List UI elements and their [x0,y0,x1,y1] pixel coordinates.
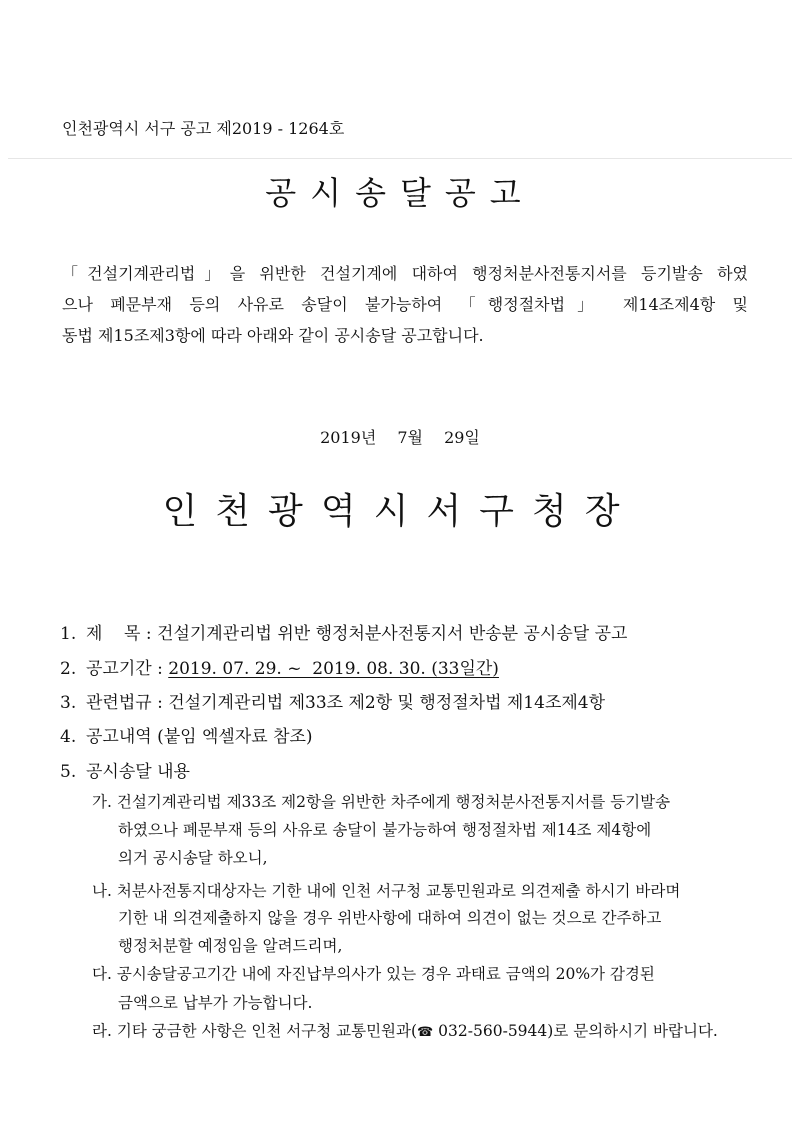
item-value: 건설기계관리법 제33조 제2항 및 행정절차법 제14조제4항 [168,693,606,713]
item-label: 공시송달 내용 [86,762,190,782]
item-law [60,688,605,713]
item-subject [60,619,627,644]
notice-number: 인천광역시 서구 공고 제2019 - 1264호 [62,119,345,138]
content-line: 금액으로 납부가 가능합니다. [118,994,313,1012]
item-number: 3. [60,693,77,713]
item-separator: : [151,659,169,679]
content-marker: 라. [92,1022,112,1040]
intro-paragraph [62,258,748,351]
content-line: 공시송달공고기간 내에 자진납부의사가 있는 경우 과태료 금액의 20%가 감경된 [116,965,655,983]
document-title: 공시송달공고 [265,174,535,212]
content-marker: 가. [92,793,112,811]
content-line: 하였으나 폐문부재 등의 사유로 송달이 불가능하여 행정절차법 제14조 제4항에 [118,821,652,839]
item-label: 관련법규 [86,693,152,713]
item-separator: : [151,693,169,713]
divider [8,158,792,159]
item-number: 2. [60,659,77,679]
item-value: (붙임 엑셀자료 참조) [157,727,313,747]
content-na [92,879,680,901]
telephone-icon: ☎ [417,1025,434,1040]
content-da [92,962,655,984]
item-details [60,722,313,747]
content-text: )로 문의하시기 바랍니다. [547,1022,718,1040]
item-label: 공고내역 [86,727,152,747]
content-line: 기한 내 의견제출하지 않을 경우 위반사항에 대하여 의견이 없는 것으로 간주하고 [118,909,662,927]
content-line: 건설기계관리법 제33조 제2항을 위반한 차주에게 행정처분사전통지서를 등기발송 [116,793,671,811]
item-label: 공고기간 [86,659,152,679]
intro-line: 「건설기계관리법」을 위반한 건설기계에 대하여 행정처분사전통지서를 등기발송 하였 [62,264,748,283]
item-number: 5. [60,762,77,782]
notice-date: 2019년 7월 29일 [320,428,480,447]
intro-line: 으나 폐문부재 등의 사유로 송달이 불가능하여 「행정절차법」 제14조제4항 및 [62,295,748,314]
phone-number: 032-560-5944 [433,1022,548,1040]
content-line: 행정처분할 예정임을 알려드리며, [118,937,343,955]
content-marker: 다. [92,965,112,983]
item-number: 4. [60,727,77,747]
item-label: 제 목 [86,624,141,644]
content-line: 의거 공시송달 하오니, [118,849,268,867]
content-marker: 나. [92,882,112,900]
content-ra [92,1019,718,1041]
content-line: 처분사전통지대상자는 기한 내에 인천 서구청 교통민원과로 의견제출 하시기 바라며 [116,882,681,900]
item-number: 1. [60,624,77,644]
content-text: 기타 궁금한 사항은 인천 서구청 교통민원과( [116,1022,418,1040]
item-value: 2019. 07. 29. ~ 2019. 08. 30. (33일간) [168,659,499,679]
content-ga [92,790,670,812]
intro-line: 동법 제15조제3항에 따라 아래와 같이 공시송달 공고합니다. [62,326,484,345]
issuer-name: 인천광역시서구청장 [162,491,638,532]
item-period [60,654,499,679]
item-separator: : [140,624,158,644]
item-content [60,757,190,782]
item-value: 건설기계관리법 위반 행정처분사전통지서 반송분 공시송달 공고 [157,624,628,644]
